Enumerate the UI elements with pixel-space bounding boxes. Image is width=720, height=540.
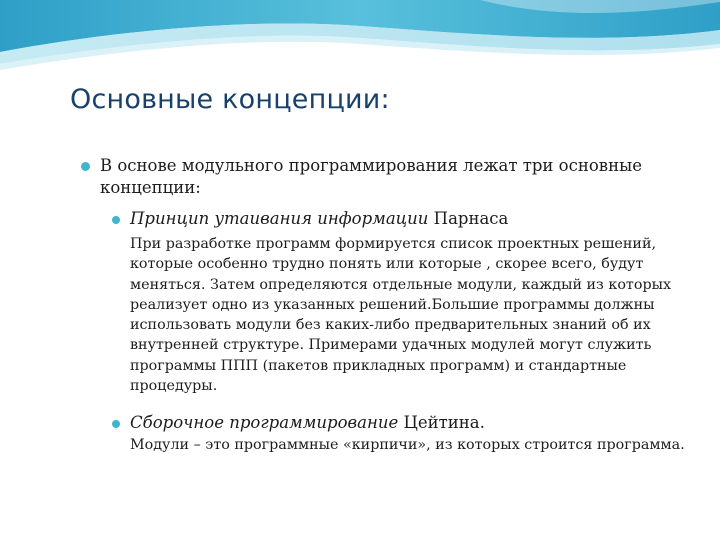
sub-bullet-2-heading [130,412,485,434]
sub-bullet-1-italic-label: Принцип утаивания информации [130,209,429,228]
sub-bullet-2-description: Модули – это программные «кирпичи», из которых строится программа. [130,437,685,453]
bullet-main-text: В основе модульного программирования лежат три основные концепции: [100,156,642,197]
sub-bullet-2-italic-label: Сборочное программирование [130,413,399,432]
sub-bullet-1-description: При разработке программ формируется список проектных решений, которые особенно трудно понять или которые , скорее всего, будут меняться. Затем определяются отдельные модули, каждый из которых реализует одно из указанных решений.Большие программы должны использовать модули без каких-либо предварительных знаний об их внутренней структуре. Примерами удачных модулей могут служить программы ППП (пакетов прикладных программ) и стандартные процедуры. [130,236,672,395]
sub-bullet-1-author: Парнаса [428,209,509,228]
bullet-dot-icon [112,420,120,428]
bullet-dot-icon [81,162,90,171]
bullet-dot-icon [112,216,120,224]
sub-bullet-2-author: Цейтина. [398,413,485,432]
sub-bullet-1-heading [130,208,508,230]
wave-header-decoration [0,0,720,80]
slide-title: Основные концепции: [70,84,390,115]
